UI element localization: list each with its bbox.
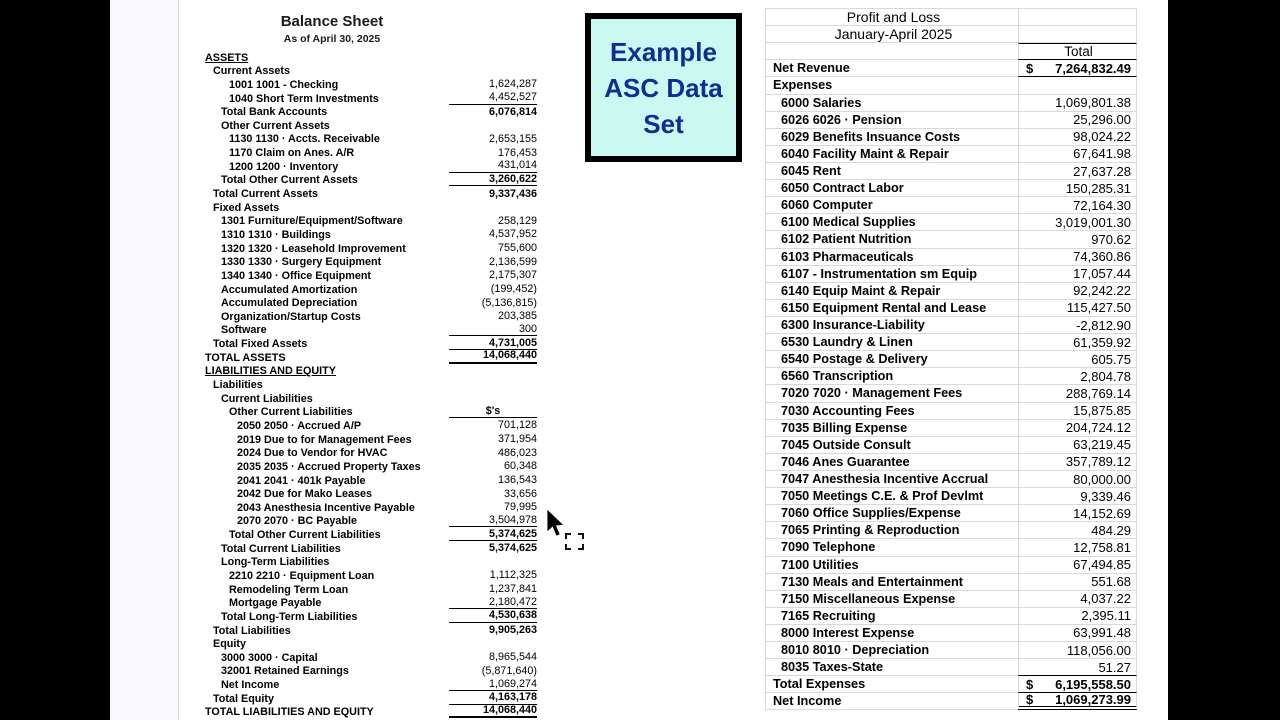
pl-value-cell bbox=[1018, 77, 1137, 94]
bs-row-value: 60,348 bbox=[503, 460, 537, 473]
bs-row-label: Total Bank Accounts bbox=[221, 106, 328, 119]
bs-row-value: (5,871,640) bbox=[481, 664, 537, 677]
bs-row bbox=[200, 637, 537, 651]
bs-row bbox=[200, 555, 537, 569]
bs-row bbox=[200, 609, 537, 623]
bs-row-label: 1310 1310 · Buildings bbox=[221, 228, 331, 241]
bs-row-label: 2050 2050 · Accrued A/P bbox=[237, 419, 362, 432]
bs-row-label: 2041 2041 · 401k Payable bbox=[237, 474, 366, 487]
pl-row bbox=[765, 43, 1137, 60]
bs-row-label: Fixed Assets bbox=[213, 201, 280, 214]
currency-symbol: $ bbox=[1026, 692, 1034, 708]
pl-value-cell: 67,641.98 bbox=[1018, 146, 1137, 163]
bs-row bbox=[200, 527, 537, 541]
example-box bbox=[585, 13, 742, 162]
bs-row-label: 1130 1130 · Accts. Receivable bbox=[229, 133, 380, 146]
bs-row-label: 1320 1320 · Leasehold Improvement bbox=[221, 242, 406, 255]
bs-row bbox=[200, 173, 537, 187]
bs-row-label: 2210 2210 · Equipment Loan bbox=[229, 569, 375, 582]
bs-row bbox=[200, 268, 537, 282]
bs-row bbox=[200, 186, 537, 200]
pl-label-cell: 7035 Billing Expense bbox=[765, 420, 1018, 437]
bs-row bbox=[200, 596, 537, 610]
pl-row bbox=[765, 591, 1137, 608]
bs-row-value: 176,453 bbox=[497, 146, 537, 159]
bs-row bbox=[200, 377, 537, 391]
pl-value-cell: 92,242.22 bbox=[1018, 283, 1137, 300]
pl-row bbox=[765, 317, 1137, 334]
bs-row-value: $'s bbox=[449, 405, 537, 419]
bs-row bbox=[200, 50, 537, 64]
pl-value-cell: 98,024.22 bbox=[1018, 129, 1137, 146]
pl-value-cell bbox=[1018, 676, 1137, 693]
letterbox-left bbox=[0, 0, 110, 720]
bs-row-value: 4,452,527 bbox=[449, 91, 537, 105]
pl-value-cell bbox=[1018, 26, 1137, 43]
pl-row bbox=[765, 249, 1137, 266]
bs-row-value: (199,452) bbox=[490, 283, 537, 296]
bs-row-label: 1301 Furniture/Equipment/Software bbox=[221, 215, 403, 228]
bs-row bbox=[200, 309, 537, 323]
bs-row bbox=[200, 459, 537, 473]
page-margin-strip bbox=[110, 0, 179, 720]
pl-value-cell: 970.62 bbox=[1018, 231, 1137, 248]
bs-row-value: 3,260,622 bbox=[449, 173, 537, 187]
pl-row bbox=[765, 146, 1137, 163]
bs-row-label: TOTAL ASSETS bbox=[205, 351, 286, 364]
pl-value-cell: 4,037.22 bbox=[1018, 591, 1137, 608]
bs-row-label: Organization/Startup Costs bbox=[221, 310, 361, 323]
pl-empty-cell bbox=[765, 43, 1018, 60]
pl-row bbox=[765, 539, 1137, 556]
pl-label-cell: 7047 Anesthesia Incentive Accrual bbox=[765, 471, 1018, 488]
pl-value-cell: 61,359.92 bbox=[1018, 334, 1137, 351]
pl-value-cell: 15,875.85 bbox=[1018, 403, 1137, 420]
pl-value-cell: 118,056.00 bbox=[1018, 642, 1137, 659]
balance-sheet bbox=[200, 50, 537, 718]
pl-row bbox=[765, 300, 1137, 317]
bs-row-label: 2070 2070 · BC Payable bbox=[237, 515, 358, 528]
bs-row bbox=[200, 145, 537, 159]
pl-value-cell: 17,057.44 bbox=[1018, 266, 1137, 283]
bs-row-label: Total Current Liabilities bbox=[221, 542, 341, 555]
pl-value-cell: 605.75 bbox=[1018, 351, 1137, 368]
bs-row-value: 8,965,544 bbox=[488, 651, 537, 664]
pl-title: Profit and Loss bbox=[765, 9, 1018, 26]
pl-row bbox=[765, 180, 1137, 197]
pl-row bbox=[765, 693, 1137, 710]
bs-row bbox=[200, 446, 537, 460]
amount: 6,195,558.50 bbox=[1055, 676, 1131, 692]
pl-label-cell: Net Revenue bbox=[765, 60, 1018, 77]
bs-row-value: 701,128 bbox=[497, 419, 537, 432]
bs-row-label: Total Fixed Assets bbox=[213, 338, 308, 351]
bs-row bbox=[200, 323, 537, 337]
pl-label-cell: 6050 Contract Labor bbox=[765, 180, 1018, 197]
pl-label-cell: 7065 Printing & Reproduction bbox=[765, 522, 1018, 539]
bs-row-label: 1340 1340 · Office Equipment bbox=[221, 269, 372, 282]
letterbox-right bbox=[1168, 0, 1280, 720]
bs-row-value: 1,112,325 bbox=[489, 569, 537, 582]
bs-row-label: 1200 1200 · Inventory bbox=[229, 160, 339, 173]
pl-row bbox=[765, 420, 1137, 437]
pl-row bbox=[765, 625, 1137, 642]
bs-row bbox=[200, 159, 537, 173]
bs-row-value: 79,995 bbox=[503, 501, 537, 514]
bs-row-label: 2042 Due for Mako Leases bbox=[237, 488, 373, 501]
pl-row bbox=[765, 197, 1137, 214]
pl-value-cell bbox=[1018, 9, 1137, 26]
bs-row-value: 2,653,155 bbox=[488, 132, 537, 145]
pl-value-cell: 63,219.45 bbox=[1018, 437, 1137, 454]
pl-value-cell: 74,360.86 bbox=[1018, 249, 1137, 266]
bs-row bbox=[200, 691, 537, 705]
pl-value-cell: 3,019,001.30 bbox=[1018, 214, 1137, 231]
pl-row bbox=[765, 334, 1137, 351]
bs-row-label: Current Assets bbox=[213, 65, 291, 78]
bs-row-value: 33,656 bbox=[503, 487, 537, 500]
pl-row bbox=[765, 26, 1137, 43]
pl-row bbox=[765, 642, 1137, 659]
pl-label-cell: 7165 Recruiting bbox=[765, 608, 1018, 625]
bs-row-value: 1,624,287 bbox=[488, 78, 537, 91]
bs-row-label: Total Long-Term Liabilities bbox=[221, 610, 358, 623]
pl-label-cell: 7100 Utilities bbox=[765, 557, 1018, 574]
bs-row-value: 4,731,005 bbox=[449, 337, 537, 351]
bs-row bbox=[200, 568, 537, 582]
pl-label-cell: 6102 Patient Nutrition bbox=[765, 231, 1018, 248]
pl-row bbox=[765, 437, 1137, 454]
bs-row bbox=[200, 405, 537, 419]
bs-row-label: Other Current Assets bbox=[221, 119, 330, 132]
bs-row-label: Other Current Liabilities bbox=[229, 406, 353, 419]
bs-row bbox=[200, 500, 537, 514]
pl-subtitle: January-April 2025 bbox=[765, 26, 1018, 43]
bs-row bbox=[200, 623, 537, 637]
pl-label-cell: 6560 Transcription bbox=[765, 368, 1018, 385]
bs-row bbox=[200, 705, 537, 719]
pl-value-cell: 9,339.46 bbox=[1018, 488, 1137, 505]
pl-value-cell: 51.27 bbox=[1018, 659, 1137, 676]
example-box-line: ASC Data bbox=[604, 72, 723, 103]
pl-row bbox=[765, 163, 1137, 180]
bs-row bbox=[200, 650, 537, 664]
pl-label-cell: 6540 Postage & Delivery bbox=[765, 351, 1018, 368]
bs-row bbox=[200, 664, 537, 678]
pl-row bbox=[765, 488, 1137, 505]
bs-row bbox=[200, 77, 537, 91]
pl-label-cell: 8010 8010 · Depreciation bbox=[765, 642, 1018, 659]
bs-row-value: 1,069,274 bbox=[449, 678, 537, 692]
bs-row-label: Equity bbox=[213, 638, 246, 651]
pl-label-cell: 6045 Rent bbox=[765, 163, 1018, 180]
bs-row-value: 5,374,625 bbox=[488, 542, 537, 555]
pl-label-cell: 6530 Laundry & Linen bbox=[765, 334, 1018, 351]
bs-row-label: Accumulated Depreciation bbox=[221, 297, 358, 310]
pl-total-header: Total bbox=[1018, 43, 1137, 60]
bs-row bbox=[200, 241, 537, 255]
bs-row-value: 2,180,472 bbox=[449, 596, 537, 610]
bs-row bbox=[200, 514, 537, 528]
pl-row bbox=[765, 471, 1137, 488]
bs-row-value: 3,504,978 bbox=[449, 514, 537, 528]
pl-value-cell: 2,395.11 bbox=[1018, 608, 1137, 625]
example-box-line: Example bbox=[610, 36, 717, 67]
bs-row-value: 1,237,841 bbox=[488, 583, 537, 596]
pl-label-cell: 6150 Equipment Rental and Lease bbox=[765, 300, 1018, 317]
pl-row bbox=[765, 505, 1137, 522]
pl-row bbox=[765, 385, 1137, 402]
bs-row bbox=[200, 214, 537, 228]
bs-row-label: Accumulated Amortization bbox=[221, 283, 358, 296]
bs-row-value: 4,530,638 bbox=[449, 609, 537, 623]
bs-row-label: 1040 Short Term Investments bbox=[229, 92, 379, 105]
bs-row-value: 431,014 bbox=[449, 159, 537, 173]
bs-row bbox=[200, 91, 537, 105]
pl-row bbox=[765, 574, 1137, 591]
bs-row bbox=[200, 473, 537, 487]
amount: 7,264,832.49 bbox=[1055, 60, 1131, 76]
balance-sheet-title: Balance Sheet bbox=[280, 13, 384, 30]
bs-row-value: 9,905,263 bbox=[488, 624, 537, 637]
pl-row bbox=[765, 9, 1137, 26]
pl-value-cell: 288,769.14 bbox=[1018, 385, 1137, 402]
pl-value-cell: 551.68 bbox=[1018, 574, 1137, 591]
pl-value-cell: 12,758.81 bbox=[1018, 539, 1137, 556]
selection-marquee bbox=[565, 533, 584, 550]
bs-row-label: ASSETS bbox=[205, 51, 249, 64]
amount: 1,069,273.99 bbox=[1055, 692, 1131, 708]
bs-row-value: 14,068,440 bbox=[449, 704, 537, 719]
bs-row-label: Long-Term Liabilities bbox=[221, 556, 330, 569]
pl-value-cell: 25,296.00 bbox=[1018, 112, 1137, 129]
bs-row bbox=[200, 350, 537, 364]
pl-row bbox=[765, 112, 1137, 129]
bs-row-label: Mortgage Payable bbox=[229, 597, 322, 610]
pl-label-cell: 7046 Anes Guarantee bbox=[765, 454, 1018, 471]
bs-row-value: 4,537,952 bbox=[488, 228, 537, 241]
bs-row-label: Total Current Assets bbox=[213, 188, 318, 201]
pl-row bbox=[765, 77, 1137, 94]
bs-row bbox=[200, 487, 537, 501]
bs-row-label: Net Income bbox=[221, 679, 280, 692]
profit-loss-table bbox=[765, 8, 1137, 710]
bs-row-value: 486,023 bbox=[497, 446, 537, 459]
pl-value-cell: 14,152.69 bbox=[1018, 505, 1137, 522]
pl-value-cell: 67,494.85 bbox=[1018, 557, 1137, 574]
bs-row-value: 14,068,440 bbox=[449, 349, 537, 364]
bs-row bbox=[200, 582, 537, 596]
bs-row-value: 136,543 bbox=[497, 474, 537, 486]
bs-row-label: Liabilities bbox=[213, 379, 263, 392]
pl-value-cell: 204,724.12 bbox=[1018, 420, 1137, 437]
bs-row-label: 1170 Claim on Anes. A/R bbox=[229, 147, 355, 160]
pl-row bbox=[765, 60, 1137, 77]
bs-row bbox=[200, 296, 537, 310]
bs-row bbox=[200, 118, 537, 132]
pl-label-cell: 7150 Miscellaneous Expense bbox=[765, 591, 1018, 608]
pl-label-cell: 8000 Interest Expense bbox=[765, 625, 1018, 642]
pl-row bbox=[765, 608, 1137, 625]
pl-value-cell: -2,812.90 bbox=[1018, 317, 1137, 334]
pl-value-cell: 357,789.12 bbox=[1018, 454, 1137, 471]
pl-label-cell: 6029 Benefits Insuance Costs bbox=[765, 129, 1018, 146]
pl-label-cell: 6040 Facility Maint & Repair bbox=[765, 146, 1018, 163]
pl-value-cell: 80,000.00 bbox=[1018, 471, 1137, 488]
pl-row bbox=[765, 231, 1137, 248]
pl-label-cell: 7090 Telephone bbox=[765, 539, 1018, 556]
bs-row-label: LIABILITIES AND EQUITY bbox=[205, 365, 336, 378]
example-box-line: Set bbox=[643, 108, 684, 139]
pl-value-cell: 27,637.28 bbox=[1018, 163, 1137, 180]
bs-row-value: 5,374,625 bbox=[449, 528, 537, 542]
pl-row bbox=[765, 351, 1137, 368]
pl-label-cell: 7030 Accounting Fees bbox=[765, 403, 1018, 420]
pl-row bbox=[765, 368, 1137, 385]
bs-row-label: 1330 1330 · Surgery Equipment bbox=[221, 256, 382, 269]
bs-row-label: 2024 Due to Vendor for HVAC bbox=[237, 447, 388, 460]
pl-label-cell: 6103 Pharmaceuticals bbox=[765, 249, 1018, 266]
pl-row bbox=[765, 676, 1137, 693]
pl-row bbox=[765, 214, 1137, 231]
bs-row bbox=[200, 105, 537, 119]
pl-label-cell: 6140 Equip Maint & Repair bbox=[765, 283, 1018, 300]
pl-label-cell: 6100 Medical Supplies bbox=[765, 214, 1018, 231]
bs-row-value: 755,600 bbox=[497, 242, 537, 255]
bs-row-value: 258,129 bbox=[497, 214, 537, 227]
bs-row bbox=[200, 541, 537, 555]
pl-row bbox=[765, 403, 1137, 420]
pl-row bbox=[765, 129, 1137, 146]
pl-value-cell: 2,804.78 bbox=[1018, 368, 1137, 385]
bs-row-value: 203,385 bbox=[497, 310, 537, 323]
bs-row-label: Software bbox=[221, 324, 267, 337]
pl-label-cell: 6000 Salaries bbox=[765, 95, 1018, 112]
pl-label-cell: 6107 - Instrumentation sm Equip bbox=[765, 266, 1018, 283]
bs-row bbox=[200, 391, 537, 405]
pl-label-cell: 7020 7020 · Management Fees bbox=[765, 385, 1018, 402]
pl-row bbox=[765, 659, 1137, 676]
bs-row-label: Total Other Current Assets bbox=[221, 174, 358, 187]
currency-symbol: $ bbox=[1026, 60, 1034, 76]
pl-label-cell: 7050 Meetings C.E. & Prof Devlmt bbox=[765, 488, 1018, 505]
pl-label-cell: 6060 Computer bbox=[765, 197, 1018, 214]
pl-label-cell: Net Income bbox=[765, 693, 1018, 710]
bs-row bbox=[200, 255, 537, 269]
bs-row-value: 2,136,599 bbox=[488, 255, 537, 268]
pl-label-cell: 8035 Taxes-State bbox=[765, 659, 1018, 676]
pl-value-cell: 1,069,801.38 bbox=[1018, 95, 1137, 112]
bs-row bbox=[200, 364, 537, 378]
pl-label-cell: 7130 Meals and Entertainment bbox=[765, 574, 1018, 591]
pl-row bbox=[765, 95, 1137, 112]
bs-row-label: 2043 Anesthesia Incentive Payable bbox=[237, 501, 415, 514]
pl-label-cell: Total Expenses bbox=[765, 676, 1018, 693]
currency-symbol: $ bbox=[1026, 676, 1034, 692]
bs-row-label: 2035 2035 · Accrued Property Taxes bbox=[237, 460, 421, 473]
balance-sheet-subtitle: As of April 30, 2025 bbox=[283, 33, 381, 45]
pl-value-cell: 484.29 bbox=[1018, 522, 1137, 539]
pl-value-cell: 72,164.30 bbox=[1018, 197, 1137, 214]
slide-canvas bbox=[110, 0, 1168, 720]
pl-label-cell: 7060 Office Supplies/Expense bbox=[765, 505, 1018, 522]
pl-value-cell: 150,285.31 bbox=[1018, 180, 1137, 197]
bs-row-label: 32001 Retained Earnings bbox=[221, 665, 349, 678]
bs-row bbox=[200, 64, 537, 78]
bs-row-value: 4,163,178 bbox=[449, 691, 537, 705]
pl-row bbox=[765, 283, 1137, 300]
pl-row bbox=[765, 522, 1137, 539]
bs-row bbox=[200, 418, 537, 432]
pl-value-cell: 115,427.50 bbox=[1018, 300, 1137, 317]
bs-row-value: 371,954 bbox=[497, 433, 537, 446]
pl-row bbox=[765, 454, 1137, 471]
bs-row bbox=[200, 200, 537, 214]
bs-row-value: 6,076,814 bbox=[488, 105, 537, 118]
pl-label-cell: 6300 Insurance-Liability bbox=[765, 317, 1018, 334]
bs-row bbox=[200, 336, 537, 350]
bs-row-label: Total Liabilities bbox=[213, 624, 291, 637]
pl-value-cell: 63,991.48 bbox=[1018, 625, 1137, 642]
pl-label-cell: 6026 6026 · Pension bbox=[765, 112, 1018, 129]
bs-row-label: Total Other Current Liabilities bbox=[229, 529, 381, 542]
bs-row-label: Remodeling Term Loan bbox=[229, 583, 349, 596]
bs-row-value: 2,175,307 bbox=[488, 269, 537, 282]
bs-row-value: (5,136,815) bbox=[481, 296, 537, 309]
pl-value-cell bbox=[1018, 60, 1137, 77]
pl-row bbox=[765, 266, 1137, 283]
bs-row-value: 9,337,436 bbox=[488, 187, 537, 200]
pl-label-cell: 7045 Outside Consult bbox=[765, 437, 1018, 454]
bs-row bbox=[200, 132, 537, 146]
pl-value-cell bbox=[1018, 693, 1137, 710]
bs-row-label: 3000 3000 · Capital bbox=[221, 651, 318, 664]
bs-row-value: 300 bbox=[449, 323, 537, 337]
bs-row-label: 1001 1001 - Checking bbox=[229, 78, 339, 91]
bs-row-label: Total Equity bbox=[213, 692, 274, 705]
pl-label-cell: Expenses bbox=[765, 77, 1018, 94]
pl-row bbox=[765, 557, 1137, 574]
bs-row bbox=[200, 677, 537, 691]
bs-row-label: TOTAL LIABILITIES AND EQUITY bbox=[205, 706, 374, 719]
bs-row bbox=[200, 282, 537, 296]
bs-row bbox=[200, 432, 537, 446]
bs-row bbox=[200, 227, 537, 241]
bs-row-label: 2019 Due to for Management Fees bbox=[237, 433, 412, 446]
bs-row-label: Current Liabilities bbox=[221, 392, 313, 405]
